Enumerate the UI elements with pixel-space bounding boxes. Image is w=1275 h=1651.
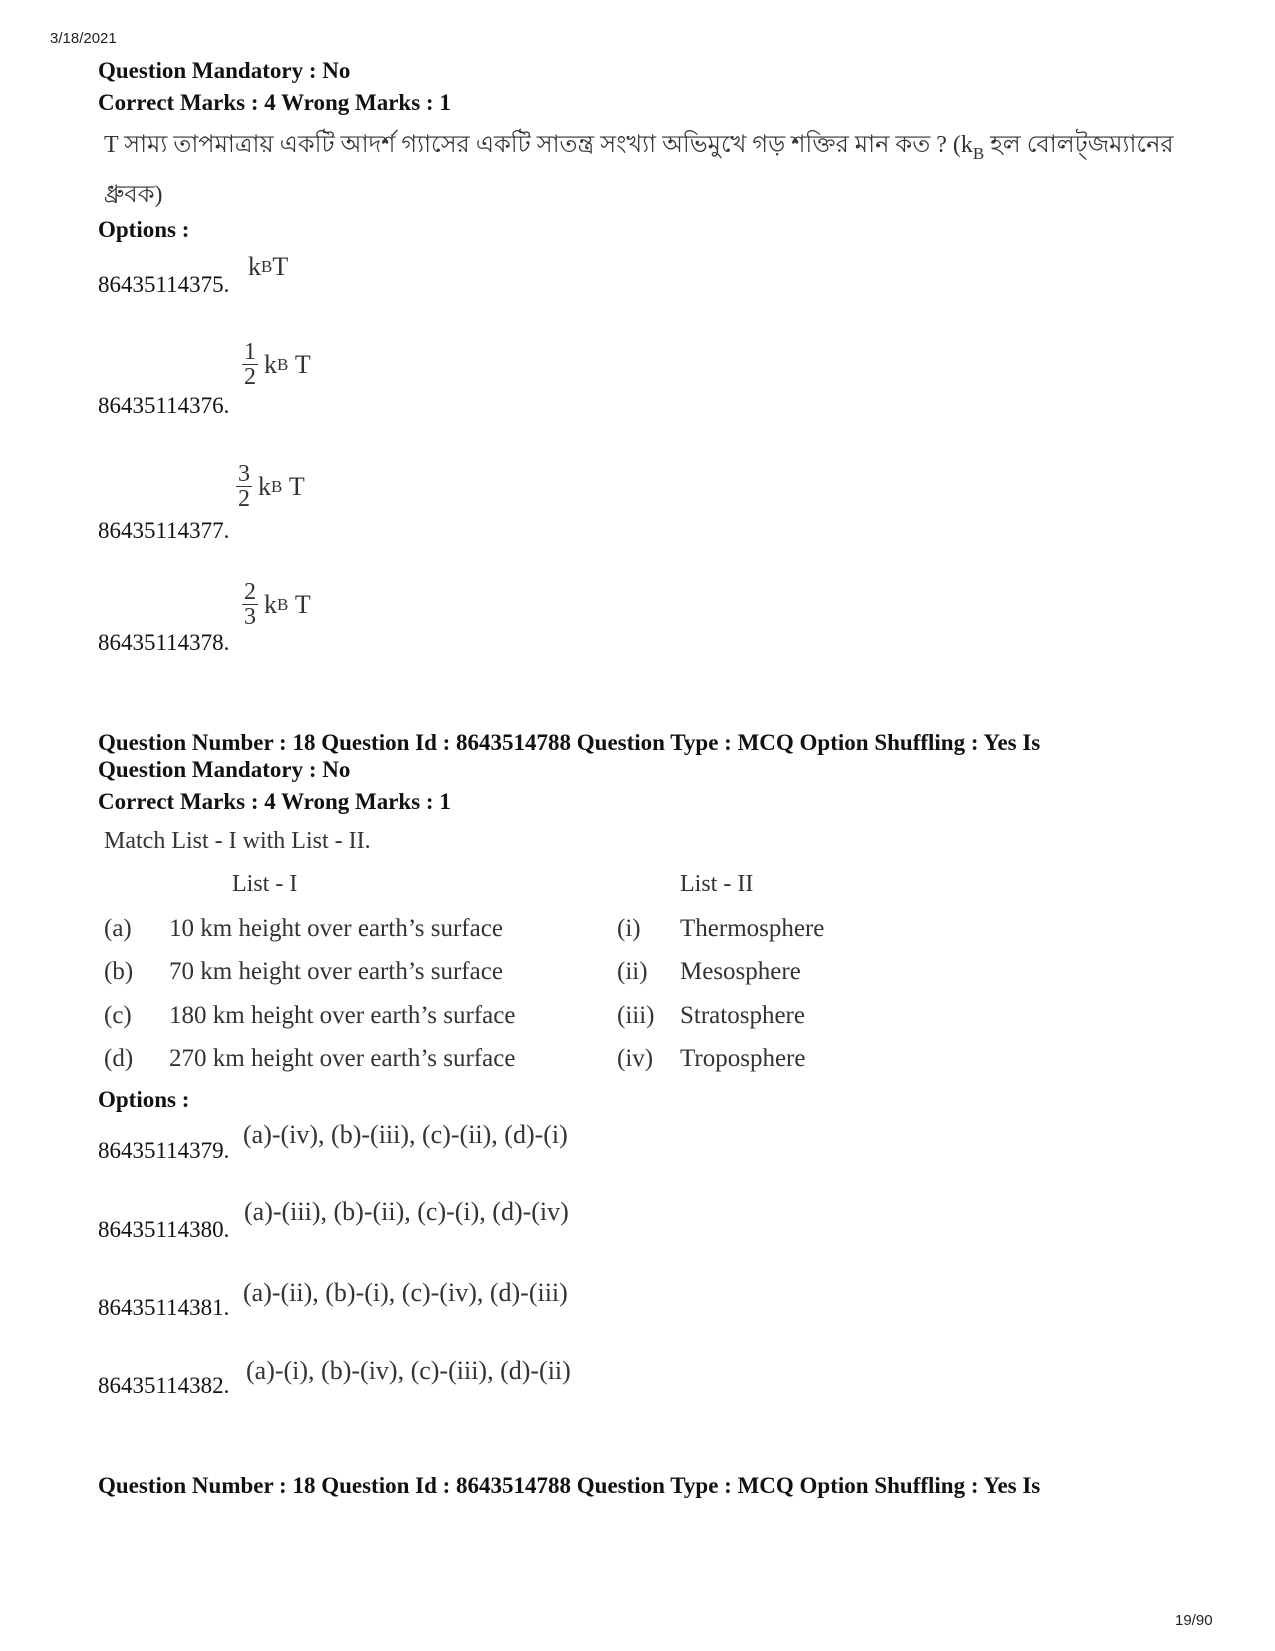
- list1-item: 70 km height over earth’s surface: [169, 958, 503, 985]
- page-number: 19/90: [1175, 1612, 1213, 1629]
- list2-key: (iv): [617, 1045, 654, 1072]
- list2-item: Thermosphere: [680, 915, 825, 942]
- subscript-b: B: [277, 594, 289, 614]
- t-symbol: T: [272, 252, 289, 281]
- q18-option-4-id: 86435114382.: [98, 1373, 230, 1398]
- list1-item: 270 km height over earth’s surface: [169, 1045, 516, 1072]
- q18-option-3-text: (a)-(ii), (b)-(i), (c)-(iv), (d)-(iii): [243, 1278, 568, 1307]
- list1-key: (d): [104, 1045, 134, 1072]
- q17-text-line1-end: হল বোলট্জম্যানের: [990, 132, 1174, 158]
- fraction: $\frac{2}{3}$: [244, 579, 256, 630]
- fraction: $\frac{3}{2}$: [238, 461, 250, 512]
- list1-item: 10 km height over earth’s surface: [169, 915, 503, 942]
- q18-option-3-id: 86435114381.: [98, 1295, 230, 1320]
- list1-key: (a): [104, 915, 132, 942]
- list1-key: (b): [104, 958, 134, 985]
- list2-key: (ii): [617, 958, 648, 985]
- subscript-b: B: [261, 257, 273, 276]
- q18-instruction: Match List - I with List - II.: [104, 828, 371, 854]
- t-symbol: T: [294, 589, 311, 619]
- list2-header: List - II: [680, 871, 754, 897]
- k-symbol: k: [248, 252, 261, 281]
- list1-key: (c): [104, 1002, 132, 1029]
- q18-option-2-text: (a)-(iii), (b)-(ii), (c)-(i), (d)-(iv): [244, 1197, 569, 1226]
- q17-option-2-formula: [242, 340, 311, 389]
- q17-option-2-id: 86435114376.: [98, 393, 230, 418]
- q17-option-3-id: 86435114377.: [98, 518, 230, 543]
- list2-key: (iii): [617, 1002, 655, 1029]
- print-date: 3/18/2021: [50, 30, 117, 47]
- q18-option-2-id: 86435114380.: [98, 1217, 230, 1242]
- q18-mandatory: Question Mandatory : No: [98, 757, 351, 782]
- list1-header: List - I: [232, 871, 298, 897]
- q17-option-4-formula: [242, 580, 311, 629]
- subscript-b: B: [277, 354, 289, 374]
- q17-options-label: Options :: [98, 217, 190, 242]
- q17-text-line1: T সাম্য তাপমাত্রায় একটি আদর্শ গ্যাসের একটি সাতন্ত্র সংখ্যা অভিমুখে গড় শক্তির মান কত ? (k: [104, 132, 973, 158]
- q17-marks: Correct Marks : 4 Wrong Marks : 1: [98, 90, 451, 115]
- q18-option-1-text: (a)-(iv), (b)-(iii), (c)-(ii), (d)-(i): [243, 1120, 568, 1149]
- k-symbol: k: [258, 471, 271, 501]
- q17-option-1-id: 86435114375.: [98, 272, 230, 297]
- q18-options-label: Options :: [98, 1087, 190, 1112]
- q18-marks: Correct Marks : 4 Wrong Marks : 1: [98, 789, 451, 814]
- q17-text-sub: B: [972, 144, 985, 163]
- t-symbol: T: [294, 349, 311, 379]
- q17-option-1-formula: [248, 252, 288, 282]
- q17-option-3-formula: [236, 462, 305, 511]
- q17-text-line2: ধ্রুবক): [104, 182, 163, 208]
- next-question-header: Question Number : 18 Question Id : 8643514788 Question Type : MCQ Option Shuffling : Yes Is: [98, 1473, 1041, 1498]
- q17-question-text: [104, 126, 1174, 166]
- q18-option-4-text: (a)-(i), (b)-(iv), (c)-(iii), (d)-(ii): [246, 1356, 571, 1385]
- list2-item: Troposphere: [680, 1045, 806, 1072]
- k-symbol: k: [264, 589, 277, 619]
- list1-item: 180 km height over earth’s surface: [169, 1002, 516, 1029]
- q17-mandatory: Question Mandatory : No: [98, 58, 351, 83]
- subscript-b: B: [271, 476, 283, 496]
- list2-item: Mesosphere: [680, 958, 801, 985]
- t-symbol: T: [288, 471, 305, 501]
- fraction: $\frac{1}{2}$: [244, 339, 256, 390]
- q18-header: Question Number : 18 Question Id : 8643514788 Question Type : MCQ Option Shuffling : Yes Is: [98, 730, 1041, 755]
- k-symbol: k: [264, 349, 277, 379]
- list2-item: Stratosphere: [680, 1002, 805, 1029]
- list2-key: (i): [617, 915, 641, 942]
- q17-option-4-id: 86435114378.: [98, 630, 230, 655]
- q18-option-1-id: 86435114379.: [98, 1138, 230, 1163]
